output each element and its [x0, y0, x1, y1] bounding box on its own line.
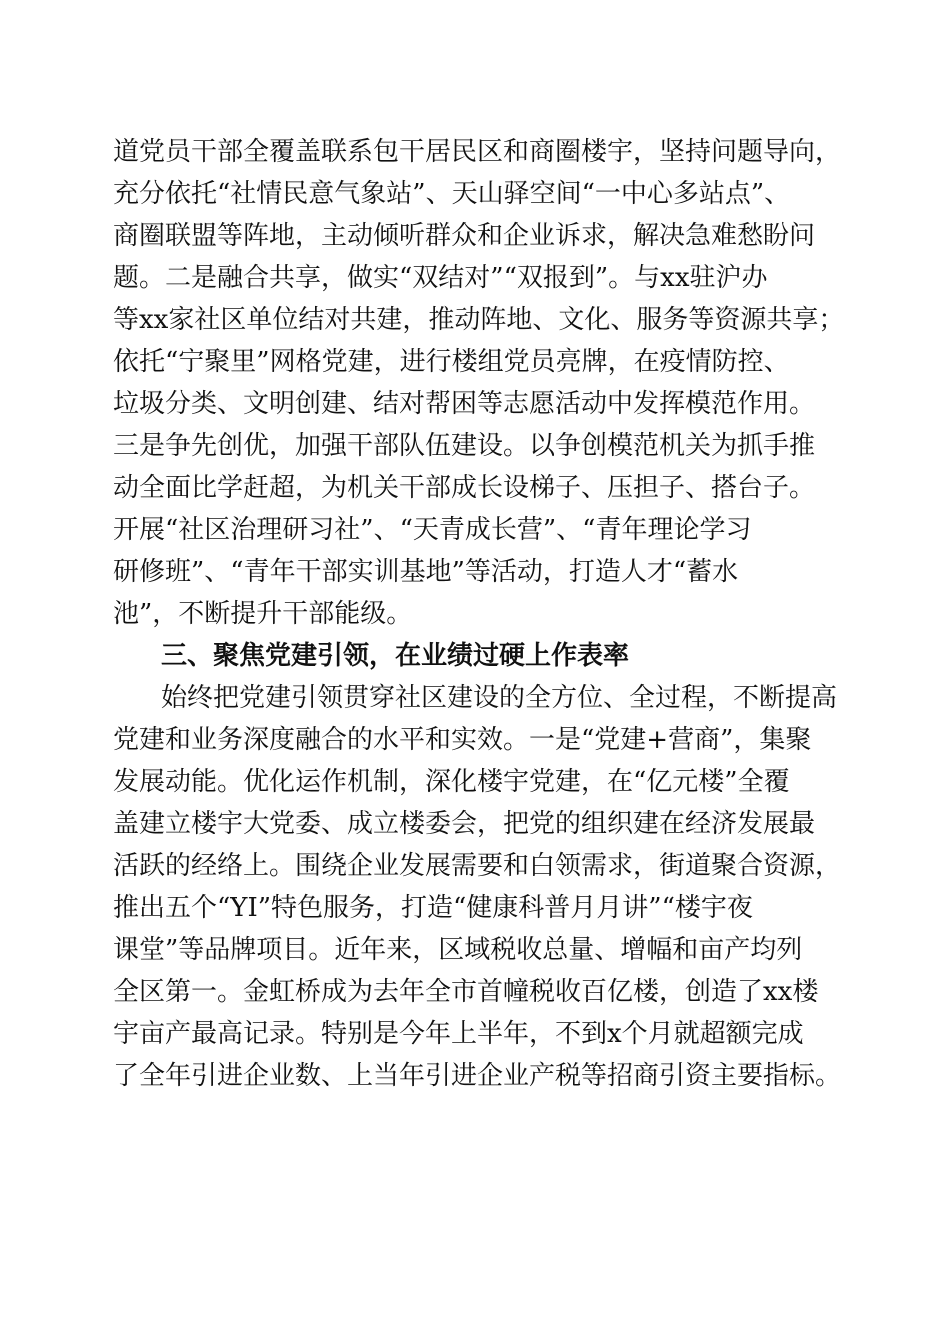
paragraph-line: 宇亩产最高记录。特别是今年上半年，不到x个月就超额完成: [113, 1019, 804, 1049]
paragraph-line: 商圈联盟等阵地，主动倾听群众和企业诉求，解决急难愁盼问: [113, 221, 816, 251]
paragraph-line: 盖建立楼宇大党委、成立楼委会，把党的组织建在经济发展最: [113, 809, 816, 839]
paragraph-line: 题。二是融合共享，做实“双结对”“双报到”。与xx驻沪办: [113, 263, 768, 293]
section-heading: 三、聚焦党建引领，在业绩过硬上作表率: [161, 641, 630, 671]
paragraph-line: 全区第一。金虹桥成为去年全市首幢税收百亿楼，创造了xx楼: [113, 977, 819, 1007]
paragraph-line: 道党员干部全覆盖联系包干居民区和商圈楼宇，坚持问题导向，: [113, 137, 842, 167]
paragraph-line: 研修班”、“青年干部实训基地”等活动，打造人才“蓄水: [113, 557, 739, 587]
paragraph-line: 活跃的经络上。围绕企业发展需要和白领需求，街道聚合资源，: [113, 851, 842, 881]
paragraph-line: 开展“社区治理研习社”、“天青成长营”、“青年理论学习: [113, 515, 752, 545]
paragraph-line: 池”，不断提升干部能级。: [113, 599, 413, 629]
paragraph-line: 依托“宁聚里”网格党建，进行楼组党员亮牌，在疫情防控、: [113, 347, 790, 377]
paragraph-line: 充分依托“社情民意气象站”、天山驿空间“一中心多站点”、: [113, 179, 791, 209]
paragraph-line: 党建和业务深度融合的水平和实效。一是“党建+营商”，集聚: [113, 725, 812, 755]
paragraph-line: 垃圾分类、文明创建、结对帮困等志愿活动中发挥模范作用。: [113, 389, 816, 419]
paragraph-first-line: 始终把党建引领贯穿社区建设的全方位、全过程，不断提高: [161, 683, 838, 713]
paragraph-line: 发展动能。优化运作机制，深化楼宇党建，在“亿元楼”全覆: [113, 767, 790, 797]
paragraph-line: 推出五个“YI”特色服务，打造“健康科普月月讲”“楼宇夜: [113, 893, 753, 923]
paragraph-line: 等xx家社区单位结对共建，推动阵地、文化、服务等资源共享；: [113, 305, 845, 335]
paragraph-line: 三是争先创优，加强干部队伍建设。以争创模范机关为抓手推: [113, 431, 816, 461]
paragraph-line: 了全年引进企业数、上当年引进企业产税等招商引资主要指标。: [113, 1061, 842, 1091]
paragraph-line: 课堂”等品牌项目。近年来，区域税收总量、增幅和亩产均列: [113, 935, 803, 965]
paragraph-line: 动全面比学赶超，为机关干部成长设梯子、压担子、搭台子。: [113, 473, 816, 503]
